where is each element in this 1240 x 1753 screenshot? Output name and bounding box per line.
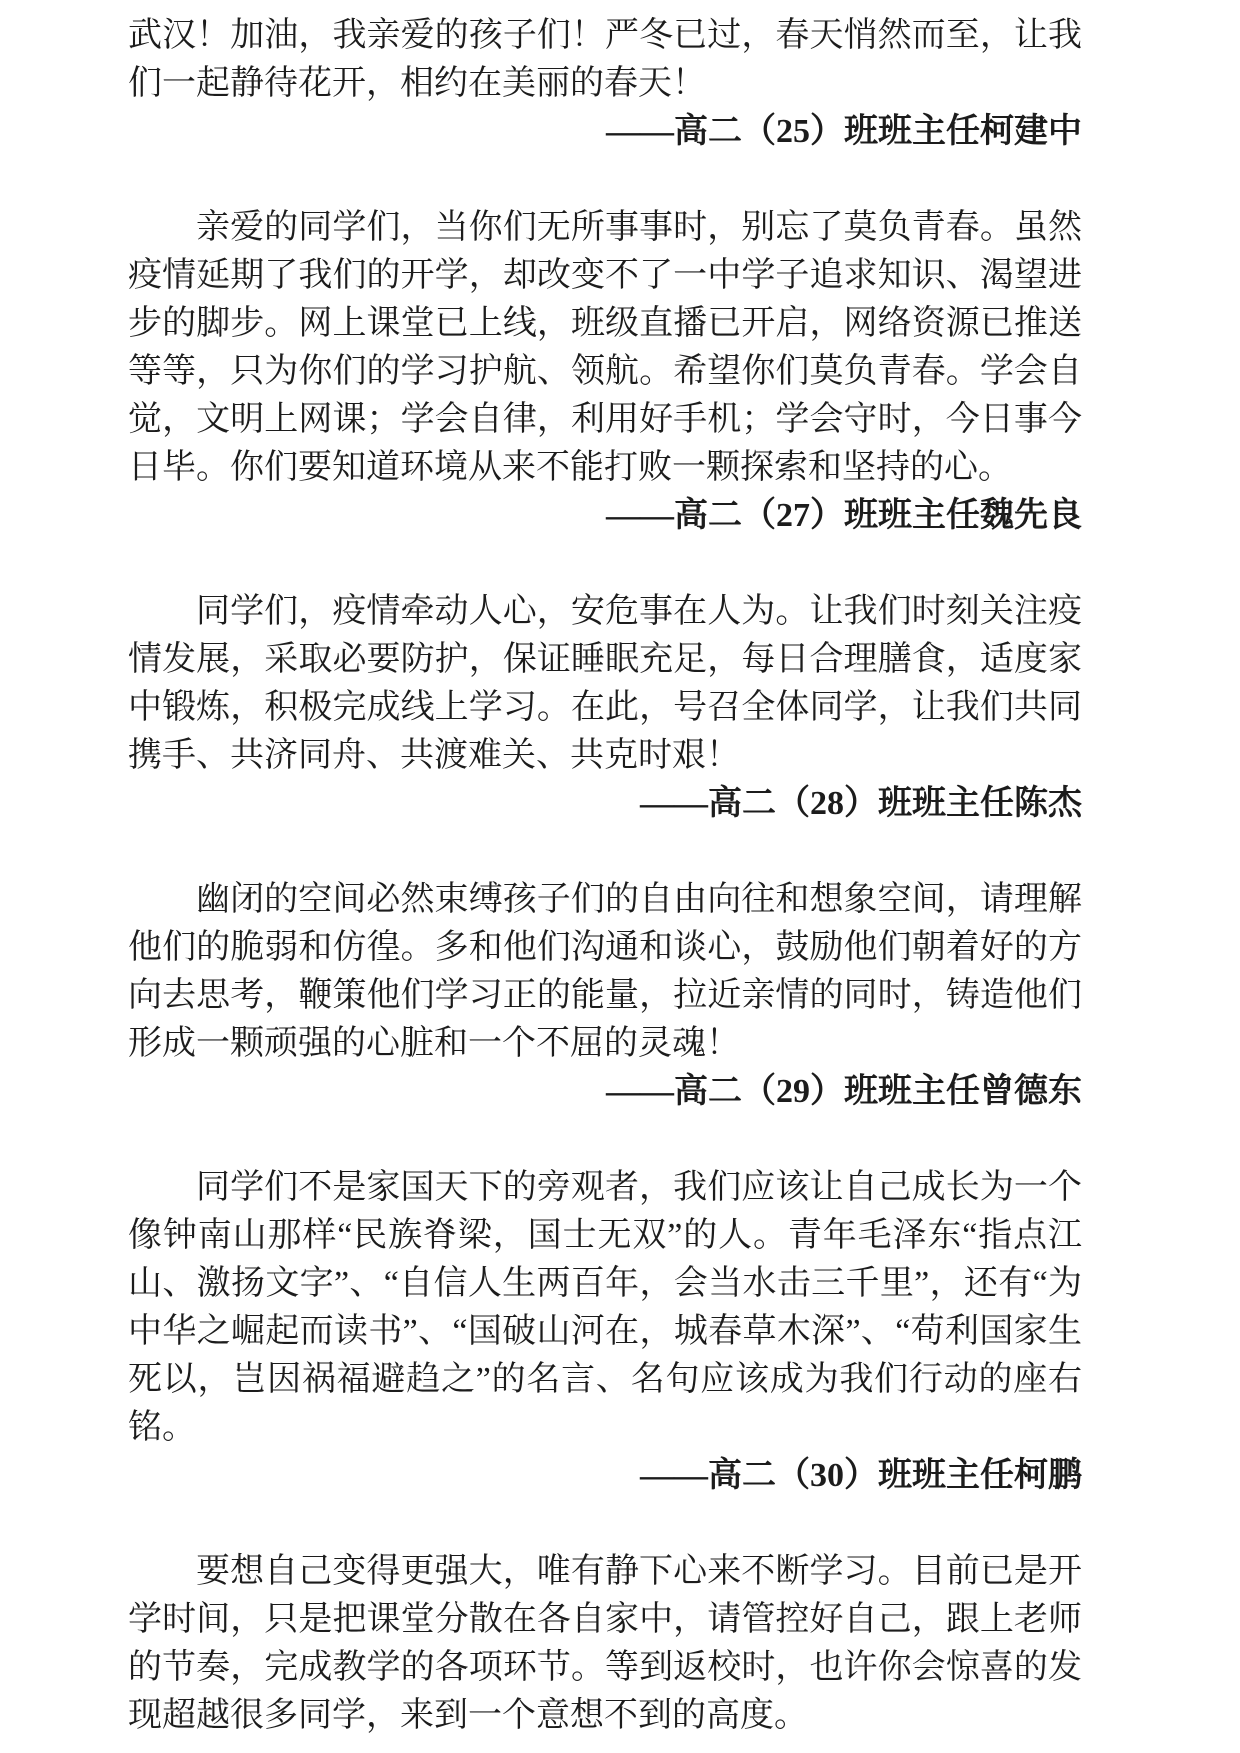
attribution-class-27-wei-xianliang: ——高二（27）班班主任魏先良 [606, 497, 1082, 534]
paragraph-wuhan-jiayou: 武汉！加油，我亲爱的孩子们！严冬已过，春天悄然而至，让我们一起静待花开，相约在美丽的春天！ [128, 17, 1082, 102]
paragraph-mofu-qingchun: 亲爱的同学们，当你们无所事事时，别忘了莫负青春。虽然疫情延期了我们的开学，却改变不了一中学子追求知识、渴望进步的脚步。网上课堂已上线，班级直播已开启，网络资源已推送等等，只为你们的学习护航、领航。希望你们莫负青春。学会自觉，文明上网课；学会自律，利用好手机；学会守时，今日事今日毕。你们要知道环境从来不能打败一颗探索和坚持的心。 [128, 209, 1082, 486]
attribution-class-30-ke-peng: ——高二（30）班班主任柯鹏 [640, 1457, 1082, 1494]
attribution-class-29-zeng-dedong: ——高二（29）班班主任曾德东 [606, 1073, 1082, 1110]
attribution-class-28-chen-jie: ——高二（28）班班主任陈杰 [640, 785, 1082, 822]
paragraph-jiaguo-tianxia: 同学们不是家国天下的旁观者，我们应该让自己成长为一个像钟南山那样“民族脊梁，国士无双”的人。青年毛泽东“指点江山、激扬文字”、“自信人生两百年，会当水击三千里”，还有“为中华之崛起而读书”、“国破山河在，城春草木深”、“苟利国家生死以，岂因祸福避趋之”的名言、名句应该成为我们行动的座右铭。 [128, 1169, 1082, 1446]
attribution-class-25-ke-jianzhong: ——高二（25）班班主任柯建中 [606, 113, 1082, 150]
paragraph-youbi-kongjian: 幽闭的空间必然束缚孩子们的自由向往和想象空间，请理解他们的脆弱和仿徨。多和他们沟通和谈心，鼓励他们朝着好的方向去思考，鞭策他们学习正的能量，拉近亲情的同时，铸造他们形成一颗顽强的心脏和一个不屈的灵魂！ [128, 881, 1082, 1062]
paragraph-yiqing-qiandong-renxin: 同学们，疫情牵动人心，安危事在人为。让我们时刻关注疫情发展，采取必要防护，保证睡眠充足，每日合理膳食，适度家中锻炼，积极完成线上学习。在此，号召全体同学，让我们共同携手、共济同舟、共渡难关、共克时艰！ [128, 593, 1082, 774]
paragraph-biande-qiangda: 要想自己变得更强大，唯有静下心来不断学习。目前已是开学时间，只是把课堂分散在各自家中，请管控好自己，跟上老师的节奏，完成教学的各项环节。等到返校时，也许你会惊喜的发现超越很多同学，来到一个意想不到的高度。 [128, 1553, 1082, 1734]
